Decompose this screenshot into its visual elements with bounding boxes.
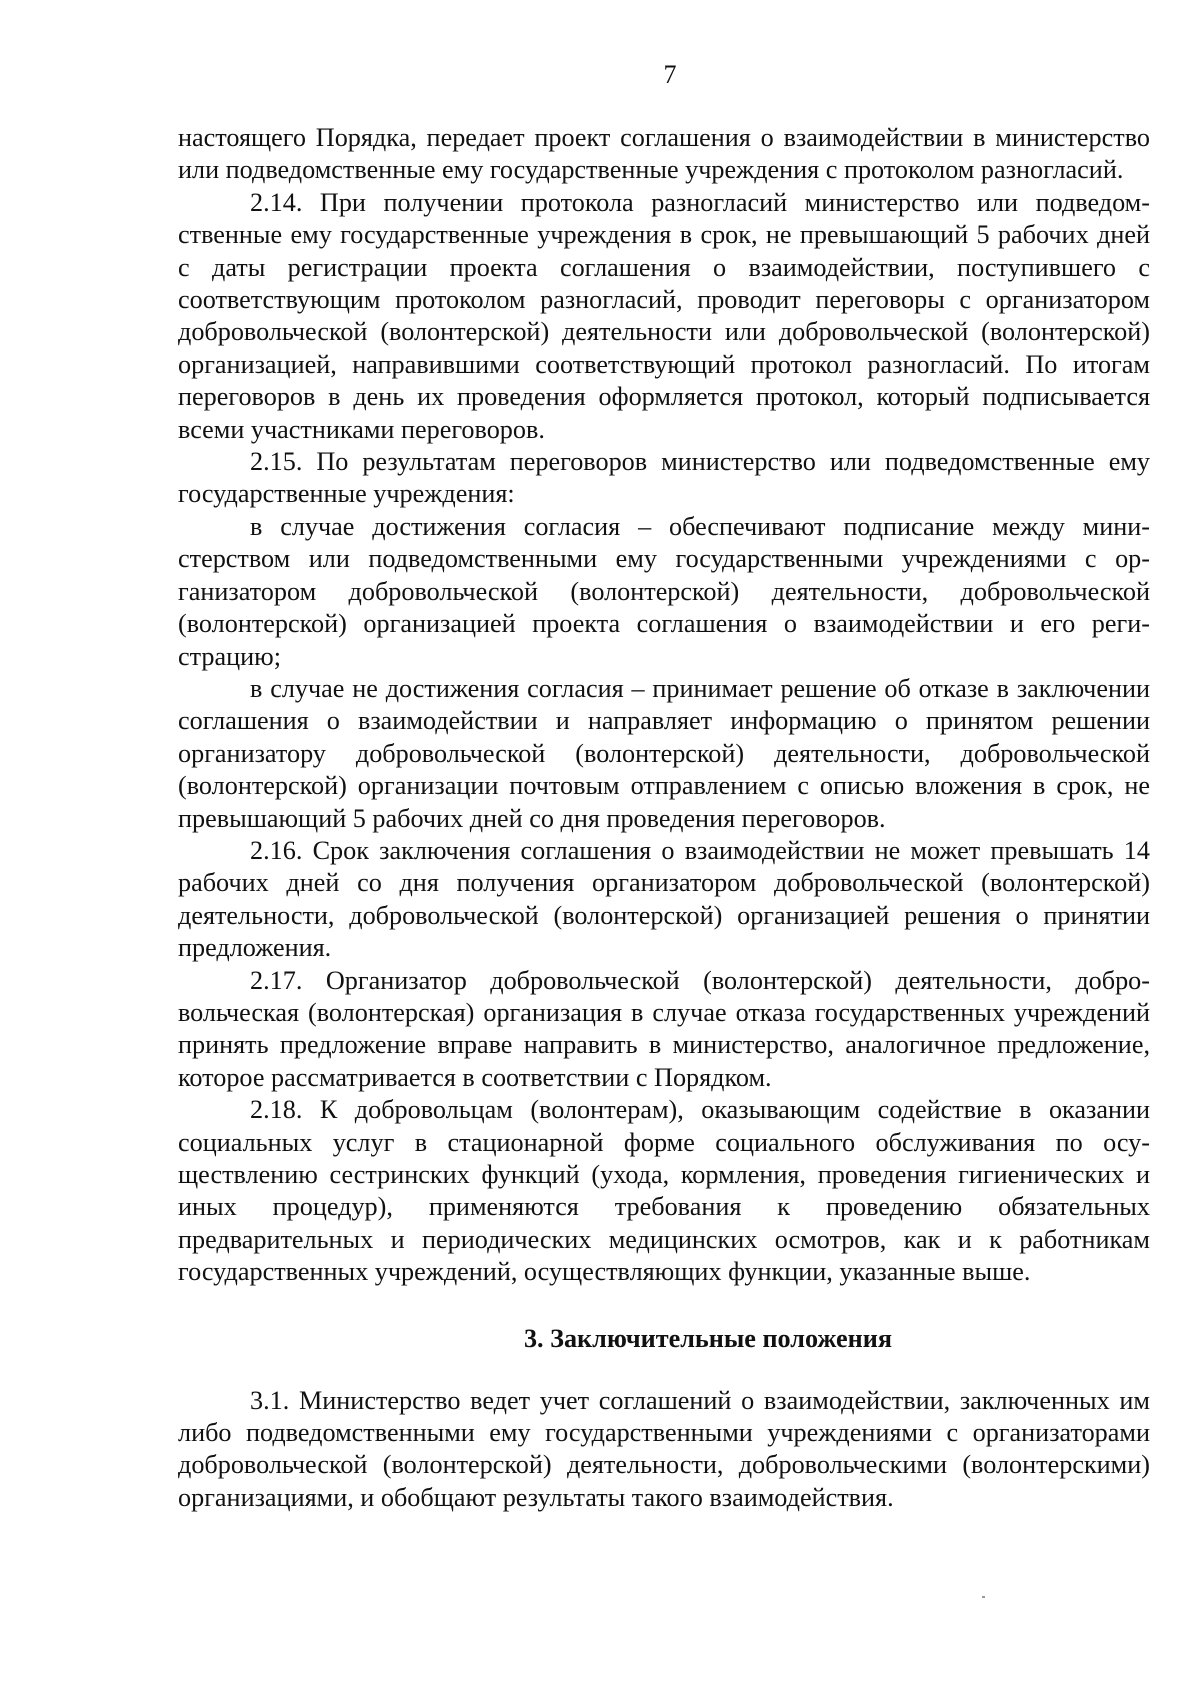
page-number: 7 xyxy=(663,60,677,89)
paragraph-2-18: 2.18. К добровольцам (волонтерам), оказывающим содействие в оказании социальных услуг в стационарной форме социального обслуживания по осуществлению сестринских функций (ухода, кормления, проведения гигиенических и иных процедур), применяются требования к проведению обязательных предварительных и периодических медицинских осмотров, как и к работникам государственных учреждений, осуществляющих функции, указанные выше. xyxy=(178,1095,1150,1287)
paragraph-2-15: 2.15. По результатам переговоров министерство или подведомственные ему государственные учреждения: xyxy=(178,447,1150,509)
paragraph-2-15-disagreement: в случае не достижения согласия – принимает решение об отказе в заключении соглашения о взаимодействии и направляет информацию о принятом решении организатору добровольческой (волонтерской) деятельности, добровольческой (волонтерской) организации почтовым отправлением с описью вложения в срок, не превышающий 5 рабочих дней со дня проведения переговоров. xyxy=(178,673,1150,833)
paragraph-2-15-agreement: в случае достижения согласия – обеспечивают подписание между министерством или подведомственными ему государственными учреждениями с организатором добровольческой (волонтерской) деятельности, добровольческой (волонтерской) организацией проекта соглашения о взаимодействии и его регистрацию; xyxy=(178,511,1150,671)
paragraph-2-14: 2.14. При получении протокола разногласий министерство или подведомственные ему государственные учреждения в срок, не превышающий 5 рабочих дней с даты регистрации проекта соглашения о взаимодействии, поступившего с соответствующим протоколом разногласий, проводит переговоры с организатором добровольческой (волонтерской) деятельности или добровольческой (волонтерской) организацией, направившими соответствующий протокол разногласий. По итогам переговоров в день их проведения оформляется протокол, который подписывается всеми участниками переговоров. xyxy=(178,187,1150,444)
paragraph-continuation: настоящего Порядка, передает проект соглашения о взаимодействии в министерство или подведомственные ему государственные учреждения с протоколом разногласий. xyxy=(178,123,1150,185)
scan-speck xyxy=(982,1596,985,1598)
document-body xyxy=(178,122,1150,1514)
paragraph-2-16: 2.16. Срок заключения соглашения о взаимодействии не может превышать 14 рабочих дней со дня получения организатором добровольческой (волонтерской) деятельности, добровольческой (волонтерской) организацией решения о принятии предложения. xyxy=(178,835,1150,963)
section-heading-final-provisions: 3. Заключительные положения xyxy=(523,1323,893,1353)
paragraph-2-17: 2.17. Организатор добровольческой (волонтерской) деятельности, добровольческая (волонтерская) организация в случае отказа государственных учреждений принять предложение вправе направить в министерство, аналогичное предложение, которое рассматривается в соответствии с Порядком. xyxy=(178,965,1150,1092)
paragraph-3-1: 3.1. Министерство ведет учет соглашений о взаимодействии, заключенных им либо подведомственными ему государственными учреждениями с организаторами добровольческой (волонтерской) деятельности, добровольческими (волонтерскими) организациями, и обобщают результаты такого взаимодействия. xyxy=(178,1385,1150,1512)
